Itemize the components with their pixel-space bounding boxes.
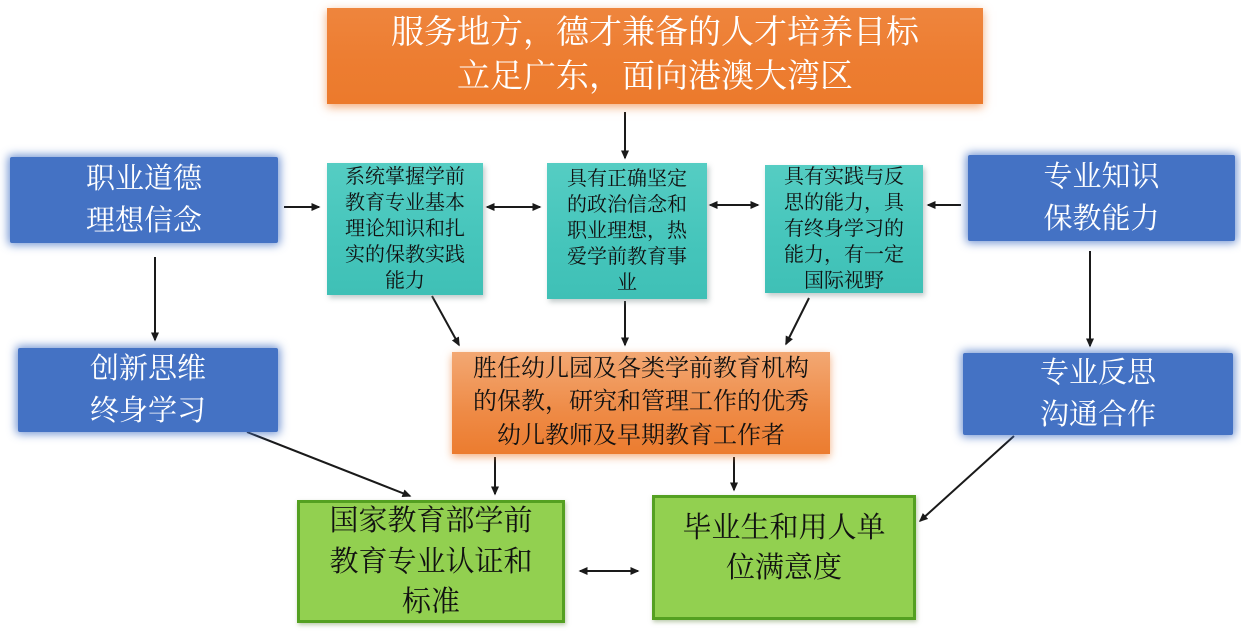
satisfaction-line-2: 位满意度 [725,552,842,585]
node-reflection-cooperation [963,353,1233,435]
node-knowledge-ability [968,155,1235,241]
requirement-knowledge-line-3: 理论知识和扎 [345,217,465,240]
node-training-goal [327,8,983,104]
requirement-belief-line-2: 的政治信念和 [567,193,687,216]
accreditation-line-1: 国家教育部学前 [329,505,533,538]
accreditation-line-3: 标准 [401,585,460,618]
requirement-practice-line-2: 思的能力，具 [784,191,904,214]
outcome-line-1: 胜任幼儿园及各类学前教育机构 [473,356,809,383]
node-innovation-learning [18,348,278,432]
requirement-belief-line-1: 具有正确坚定 [567,167,687,190]
requirement-practice-line-4: 能力，有一定 [784,244,904,267]
node-requirement-belief [547,163,707,299]
requirement-knowledge-line-2: 教育专业基本 [345,191,465,214]
requirement-knowledge-line-5: 能力 [385,270,425,293]
node-professional-ethics [10,157,278,243]
outcome-line-2: 的保教，研究和管理工作的优秀 [473,389,809,416]
reflection-cooperation-line-2: 沟通合作 [1039,399,1156,431]
professional-ethics-line-1: 职业道德 [85,162,202,195]
node-requirement-knowledge [327,163,483,295]
accreditation-line-2: 教育专业认证和 [329,545,533,578]
arrow-reflection-to-satisfaction [920,436,1014,521]
arrow-innovation-to-accreditation [247,432,410,496]
satisfaction-line-1: 毕业生和用人单 [682,512,886,544]
requirement-practice-line-1: 具有实践与反 [784,165,904,188]
arrow-practice-to-outcome [786,298,809,344]
training-goal-line-1: 服务地方，德才兼备的人才培养目标 [391,15,919,52]
innovation-learning-line-1: 创新思维 [89,352,206,385]
node-satisfaction [652,495,916,620]
requirement-knowledge-line-1: 系统掌握学前 [345,165,465,188]
requirement-practice-line-3: 有终身学习的 [784,217,904,240]
knowledge-ability-line-1: 专业知识 [1043,160,1160,193]
requirement-knowledge-line-4: 实的保教实践 [345,244,465,267]
node-accreditation [297,500,565,623]
node-requirement-practice [765,165,923,293]
requirement-belief-line-4: 爱学前教育事 [567,246,687,269]
professional-ethics-line-2: 理想信念 [85,205,202,237]
knowledge-ability-line-2: 保教能力 [1043,203,1160,235]
reflection-cooperation-line-1: 专业反思 [1039,356,1156,389]
requirement-belief-line-5: 业 [617,272,637,295]
requirement-belief-line-3: 职业理想，热 [567,219,687,242]
arrow-knowledgebox-to-outcome [432,296,459,345]
training-goal-line-2: 立足广东，面向港澳大湾区 [457,59,853,95]
node-outcome [452,352,830,454]
requirement-practice-line-5: 国际视野 [804,270,884,293]
outcome-line-3: 幼儿教师及早期教育工作者 [497,422,785,449]
innovation-learning-line-2: 终身学习 [89,395,206,427]
